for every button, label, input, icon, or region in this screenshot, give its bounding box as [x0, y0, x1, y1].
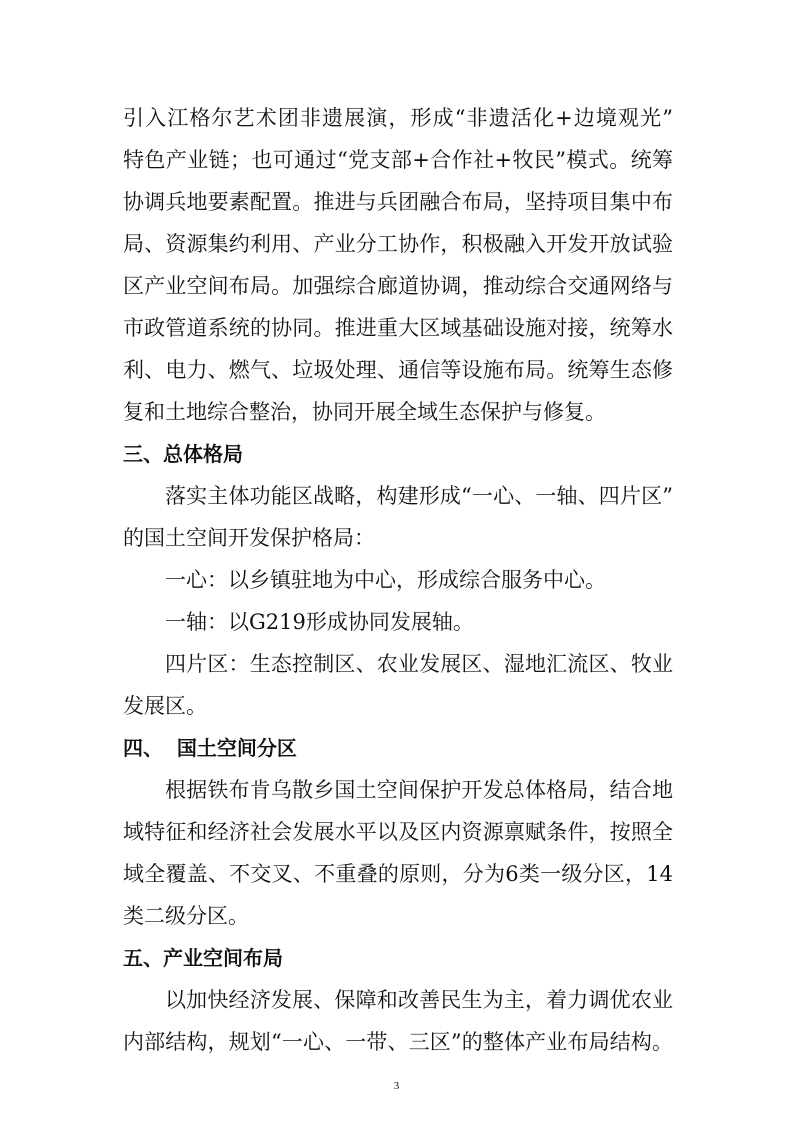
page-number: 3 — [393, 1080, 400, 1092]
body-text-line: 以加快经济发展、保障和改善民生为主，着力调优农业 — [165, 988, 673, 1012]
body-text-line: 域全覆盖、不交叉、不重叠的原则，分为6类一级分区，14 — [123, 862, 673, 886]
section-heading: 三、总体格局 — [123, 442, 243, 466]
body-text-line: 引入江格尔艺术团非遗展演，形成“非遗活化+边境观光” — [123, 106, 673, 130]
body-text-line: 协调兵地要素配置。推进与兵团融合布局，坚持项目集中布 — [123, 190, 673, 214]
body-text-line: 内部结构，规划“一心、一带、三区”的整体产业布局结构。 — [123, 1030, 673, 1054]
body-text-line: 类二级分区。 — [123, 904, 249, 928]
list-item: 一心：以乡镇驻地为中心，形成综合服务中心。 — [165, 568, 606, 592]
list-item: 四片区：生态控制区、农业发展区、湿地汇流区、牧业 — [165, 652, 673, 676]
body-text-line: 特色产业链；也可通过“党支部+合作社+牧民”模式。统筹 — [123, 148, 673, 172]
body-text-line: 复和土地综合整治，协同开展全域生态保护与修复。 — [123, 400, 606, 424]
body-text-line: 利、电力、燃气、垃圾处理、通信等设施布局。统筹生态修 — [123, 358, 673, 382]
body-text-line: 区产业空间布局。加强综合廊道协调，推动综合交通网络与 — [123, 274, 673, 298]
section-heading: 五、产业空间布局 — [123, 946, 283, 970]
body-text-line: 的国土空间开发保护格局： — [123, 526, 375, 550]
body-text-line: 发展区。 — [123, 694, 207, 718]
body-text-line: 落实主体功能区战略，构建形成“一心、一轴、四片区” — [165, 484, 673, 508]
section-heading: 四、 国土空间分区 — [123, 736, 297, 760]
body-text-line: 根据铁布肯乌散乡国土空间保护开发总体格局，结合地 — [165, 778, 673, 802]
body-text-line: 市政管道系统的协同。推进重大区域基础设施对接，统筹水 — [123, 316, 673, 340]
body-text-line: 域特征和经济社会发展水平以及区内资源禀赋条件，按照全 — [123, 820, 673, 844]
body-text-line: 局、资源集约利用、产业分工协作，积极融入开发开放试验 — [123, 232, 673, 256]
list-item: 一轴：以G219形成协同发展轴。 — [165, 610, 474, 634]
